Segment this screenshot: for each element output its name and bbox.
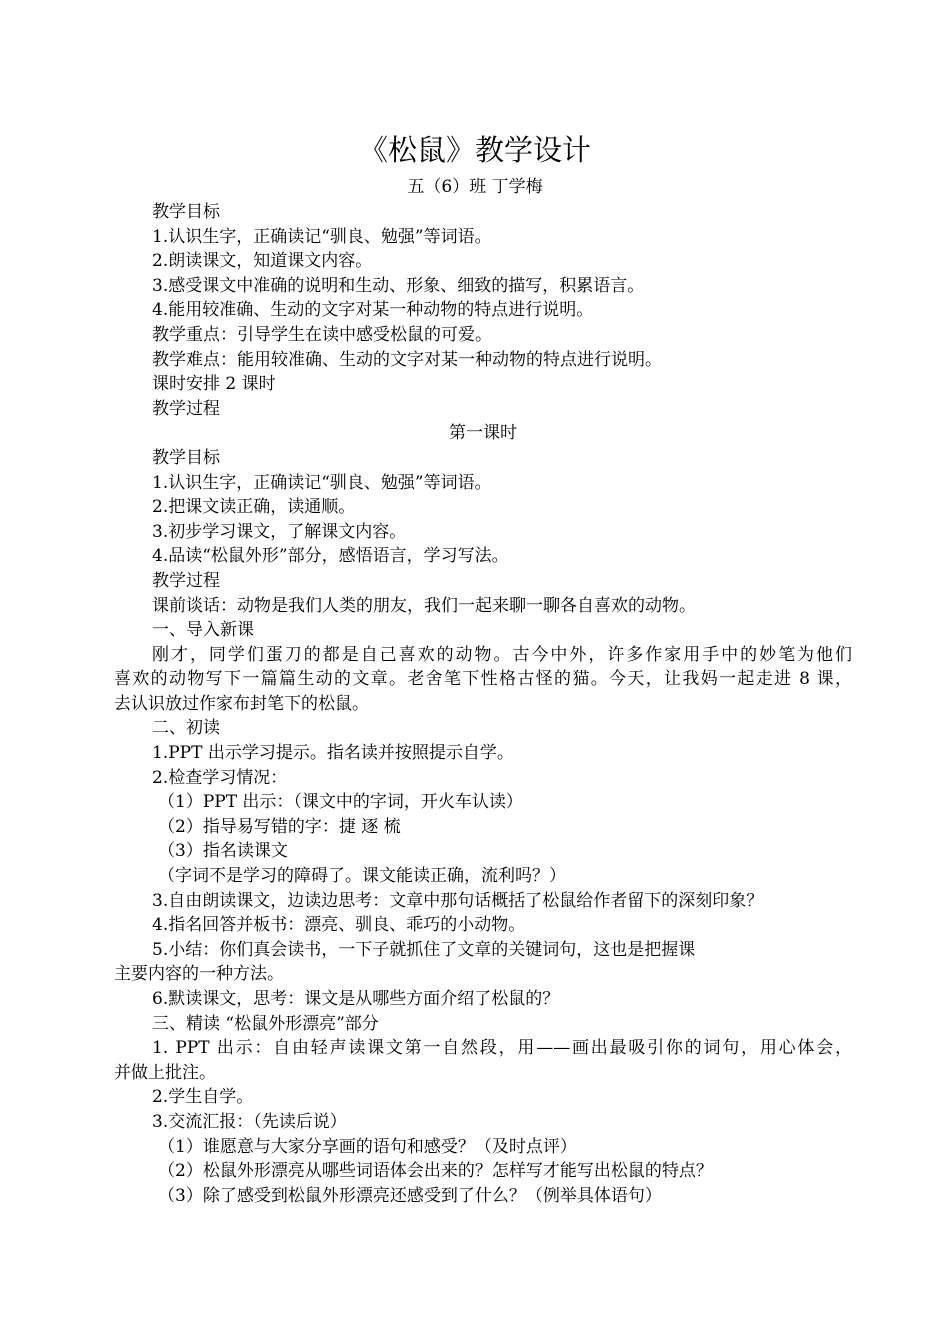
text-line: 4.指名回答并板书：漂亮、驯良、乖巧的小动物。 (152, 915, 526, 936)
text-line: 6.默读课文，思考：课文是从哪些方面介绍了松鼠的？ (152, 989, 560, 1009)
text-line: 教学过程 (152, 570, 220, 591)
text-line: 教学难点：能用较准确、生动的文字对某一种动物的特点进行说明。 (152, 349, 662, 370)
text-line: 去认识放过作家布封笔下的松鼠。 (114, 693, 369, 714)
document-title: 《松鼠》教学设计 (358, 133, 591, 167)
text-line: 3.感受课文中准确的说明和生动、形象、细致的描写，积累语言。 (152, 275, 645, 296)
text-line: 并做上批注。 (114, 1062, 216, 1083)
text-line: 教学过程 (152, 398, 220, 419)
text-line: 3.交流汇报：（先读后说） (152, 1111, 347, 1132)
text-line: 刚才，同学们蛋刀的都是自己喜欢的动物。古今中外，许多作家用手中的妙笔为他们 (152, 644, 852, 665)
text-line: 三、精读 “松鼠外形漂亮”部分 (152, 1013, 379, 1034)
text-line: 教学目标 (152, 447, 220, 468)
text-line: 2.学生自学。 (152, 1087, 254, 1108)
text-line: 教学重点：引导学生在读中感受松鼠的可爱。 (152, 324, 492, 345)
text-line: （2）指导易写错的字：捷 逐 梳 (158, 816, 401, 837)
document-author: 五（6）班 丁学梅 (407, 177, 543, 197)
text-line: 一、导入新课 (152, 620, 254, 641)
text-line: 4.能用较准确、生动的文字对某一种动物的特点进行说明。 (152, 300, 594, 321)
text-line: 2.把课文读正确，读通顺。 (152, 497, 356, 518)
text-line: （1）谁愿意与大家分享画的语句和感受？（及时点评） (158, 1136, 577, 1157)
text-line: （3）除了感受到松鼠外形漂亮还感受到了什么？（例举具体语句） (158, 1185, 662, 1206)
text-line: 5.小结：你们真会读书，一下子就抓住了文章的关键词句，这也是把握课 (152, 939, 696, 960)
text-line: 3.初步学习课文，了解课文内容。 (152, 521, 407, 542)
text-line: （1）PPT 出示：（课文中的字词，开火车认读） (158, 792, 523, 813)
text-line: 主要内容的一种方法。 (114, 964, 284, 985)
text-line: 2.检查学习情况： (152, 767, 288, 788)
text-line: （2）松鼠外形漂亮从哪些词语体会出来的？怎样写才能写出松鼠的特点？ (158, 1161, 713, 1182)
text-line: 1. PPT 出示：自由轻声读课文第一自然段，用——画出最吸引你的词句，用心体会， (152, 1038, 852, 1059)
text-line: 2.朗读课文，知道课文内容。 (152, 251, 373, 272)
text-line: 课前谈话：动物是我们人类的朋友，我们一起来聊一聊各自喜欢的动物。 (152, 595, 696, 616)
text-line: 教学目标 (152, 202, 220, 222)
text-line: 1.认识生字，正确读记“驯良、勉强”等词语。 (152, 472, 492, 493)
text-line: 1.PPT 出示学习提示。指名读并按照提示自学。 (152, 743, 514, 764)
text-line: 1.认识生字，正确读记“驯良、勉强”等词语。 (152, 226, 492, 247)
text-line: 3.自由朗读课文，边读边思考：文章中那句话概括了松鼠给作者留下的深刻印象？ (152, 890, 764, 911)
text-line: 二、初读 (152, 718, 220, 739)
text-line: 4.品读“松鼠外形”部分，感悟语言，学习写法。 (152, 546, 509, 567)
text-line: 第一课时 (449, 423, 517, 444)
text-line: （字词不是学习的障碍了。课文能读正确，流利吗？） (158, 866, 566, 887)
text-line: （3）指名读课文 (158, 841, 288, 862)
document-body (114, 200, 852, 1208)
text-line: 喜欢的动物写下一篇篇生动的文章。老舍笔下性格古怪的猫。今天，让我妈一起走进 8 课， (114, 669, 852, 690)
text-line: 课时安排 2 课时 (152, 374, 276, 395)
